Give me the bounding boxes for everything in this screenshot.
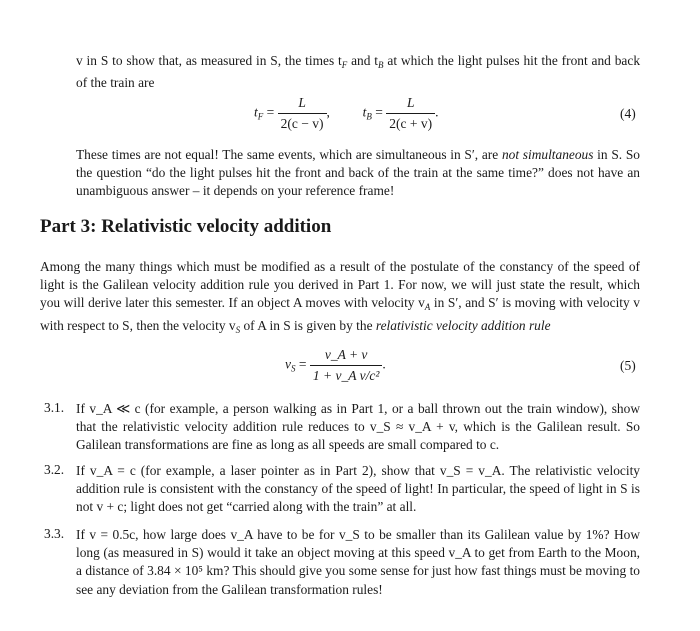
part3-paragraph: Among the many things which must be modified as a result of the postulate of the constancy of the speed of light is the Galilean velocity addition rule you derived in Part 1. For now, we will just state the result, which you will derive later this semester. If an object A moves with velocity $v_A$ in S′, and S′ is moving with velocity v with respect to S, then the velocity $v_S$ of A in S is given by the relativistic velocity addition rule [40,259,641,335]
item-number: 3.3. [44,526,65,541]
equation-4: $t_F$ = $\frac{L}{2(c - v)}$ , $t_B$ = $\frac{L}{2(c + v)}$ . [254,95,439,131]
simultaneity-paragraph: These times are not equal! The same events, which are simultaneous in S′, are not simultaneous in S. So the question “do the light pulses hit the front and back of the train at the same time?” does not have an unambiguous answer – it depends on your reference frame! [76,147,640,199]
fraction-tF: $\frac{L}{2(c - v)}$ [278,95,327,132]
list-item: If v = 0.5c, how large does v_A have to be for v_S to be smaller than its Galilean value by 1%? How long (as measured in S) would it take an object moving at this speed v_A to get from Earth to the Moon, a distance of 3.84 × 10⁵ km? This should give you some sense for just how fast things must be moving to see any deviation from the Galilean transformation rules! [76,527,640,597]
intro-paragraph: v in S to show that, as measured in S, the times $t_F$ and $t_B$ at which the light pulses hit the front and back of the train are [76,53,641,91]
item-number: 3.2. [44,462,65,477]
equation-5: $v_S$ = $\frac{v\_A + v}{\text{1 + v\_A v/c²}}$ . [285,347,386,383]
list-item: If v_A ≪ c (for example, a person walking as in Part 1, or a ball thrown out the train window), show that the relativistic velocity addition rule reduces to v_S ≈ v_A + v, which is the Galilean result. So Galilean transformations are fine as long as all speeds are small compared to c. [76,401,640,453]
section-heading: Part 3: Relativistic velocity addition [40,216,332,237]
list-item: If v_A = c (for example, a laser pointer as in Part 2), show that v_S = v_A. The relativistic velocity addition rule is consistent with the constancy of the speed of light! In particular, the speed of light in S is not v + c; light does not get “carried along with the train” at all. [76,463,640,515]
equation-number-4: (4) [620,106,636,121]
fraction-tB: $\frac{L}{2(c + v)}$ [386,95,435,132]
fraction-vS: $\frac{v\_A + v}{\text{1 + v\_A v/c²}}$ [310,347,383,384]
item-number: 3.1. [44,400,65,415]
equation-number-5: (5) [620,358,636,373]
